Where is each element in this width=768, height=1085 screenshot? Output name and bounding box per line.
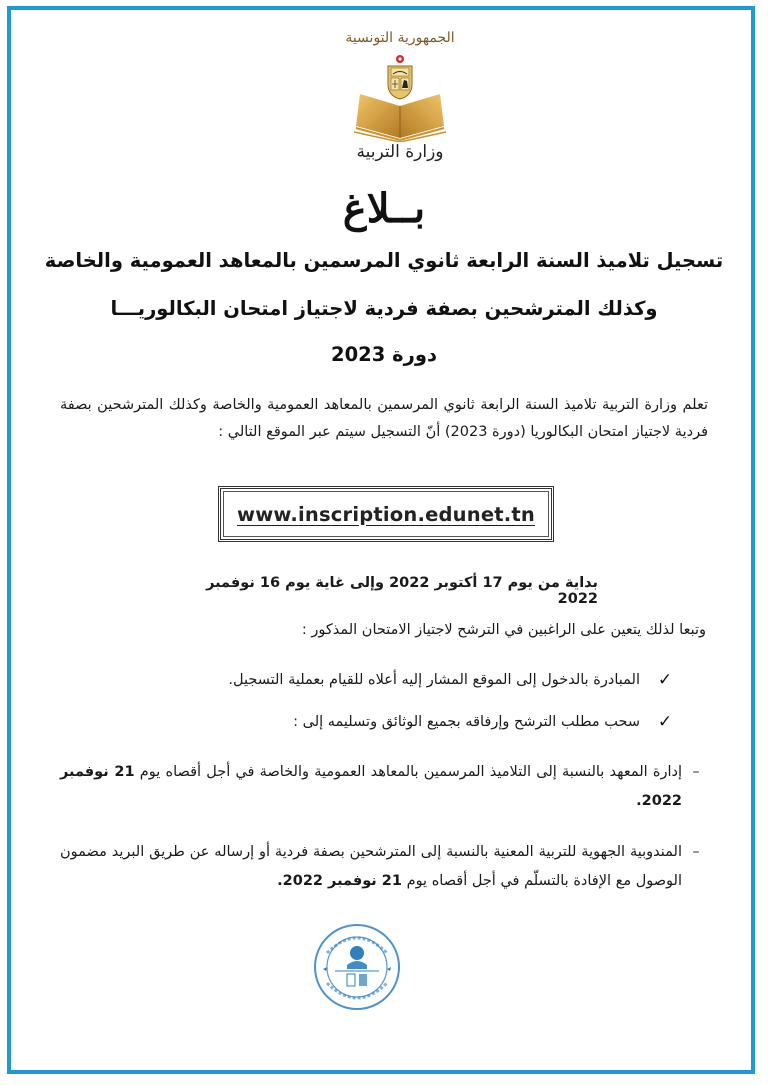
official-stamp-icon	[313, 923, 401, 1011]
check-icon: ✓	[657, 670, 673, 690]
open-book-logo-icon	[352, 92, 448, 142]
followup-sentence: وتبعا لذلك يتعين على الراغبين في الترشح لاجتياز الامتحان المذكور :	[301, 622, 706, 638]
dash-icon: –	[692, 764, 700, 780]
submission-deadline: 21 نوفمبر 2022.	[277, 873, 402, 889]
registration-period: بداية من يوم 17 أكتوبر 2022 وإلى غاية يوم 16 نوفمبر 2022	[206, 575, 598, 607]
registration-url-box	[218, 486, 554, 542]
headline-line-1: تسجيل تلاميذ السنة الرابعة ثانوي المرسمين بالمعاهد العمومية والخاصة	[44, 249, 724, 272]
headline-session-year: دورة 2023	[331, 343, 437, 366]
submission-target-text	[60, 758, 682, 816]
submission-target-description: المندوبية الجهوية للتربية المعنية بالنسبة إلى المترشحين بصفة فردية أو إرساله عن طريق البريد مضمون الوصول مع الإفادة بالتسلّم في أجل أقصاه يوم	[60, 844, 682, 889]
ministry-logo	[340, 24, 460, 174]
submission-target-regional-office	[60, 838, 710, 896]
republic-label: الجمهورية التونسية	[345, 30, 455, 46]
step-item-submit-application	[293, 712, 676, 732]
step-item-register-online	[228, 670, 676, 690]
step-text: سحب مطلب الترشح وإرفاقه بجميع الوثائق وتسليمه إلى :	[293, 714, 640, 730]
submission-target-school	[60, 758, 710, 816]
announcement-title: بــلاغ	[342, 185, 426, 232]
registration-url-link[interactable]: www.inscription.edunet.tn	[237, 502, 535, 526]
submission-deadline: 21 نوفمبر 2022.	[60, 764, 682, 809]
headline-line-2: وكذلك المترشحين بصفة فردية لاجتياز امتحان البكالوريـــا	[110, 297, 658, 320]
ministry-label: وزارة التربية	[356, 142, 444, 162]
dash-icon: –	[692, 844, 700, 860]
step-text: المبادرة بالدخول إلى الموقع المشار إليه أعلاه للقيام بعملية التسجيل.	[228, 672, 640, 688]
submission-target-description: إدارة المعهد بالنسبة إلى التلاميذ المرسمين بالمعاهد العمومية والخاصة في أجل أقصاه يوم	[139, 764, 682, 780]
check-icon: ✓	[657, 712, 673, 732]
submission-target-text	[60, 838, 682, 896]
intro-paragraph: تعلم وزارة التربية تلاميذ السنة الرابعة ثانوي المرسمين بالمعاهد العمومية والخاصة وكذلك المترشحين بصفة فردية لاجتياز امتحان البكالوريا (دورة 2023) أنّ التسجيل سيتم عبر الموقع التالي :	[60, 397, 708, 440]
